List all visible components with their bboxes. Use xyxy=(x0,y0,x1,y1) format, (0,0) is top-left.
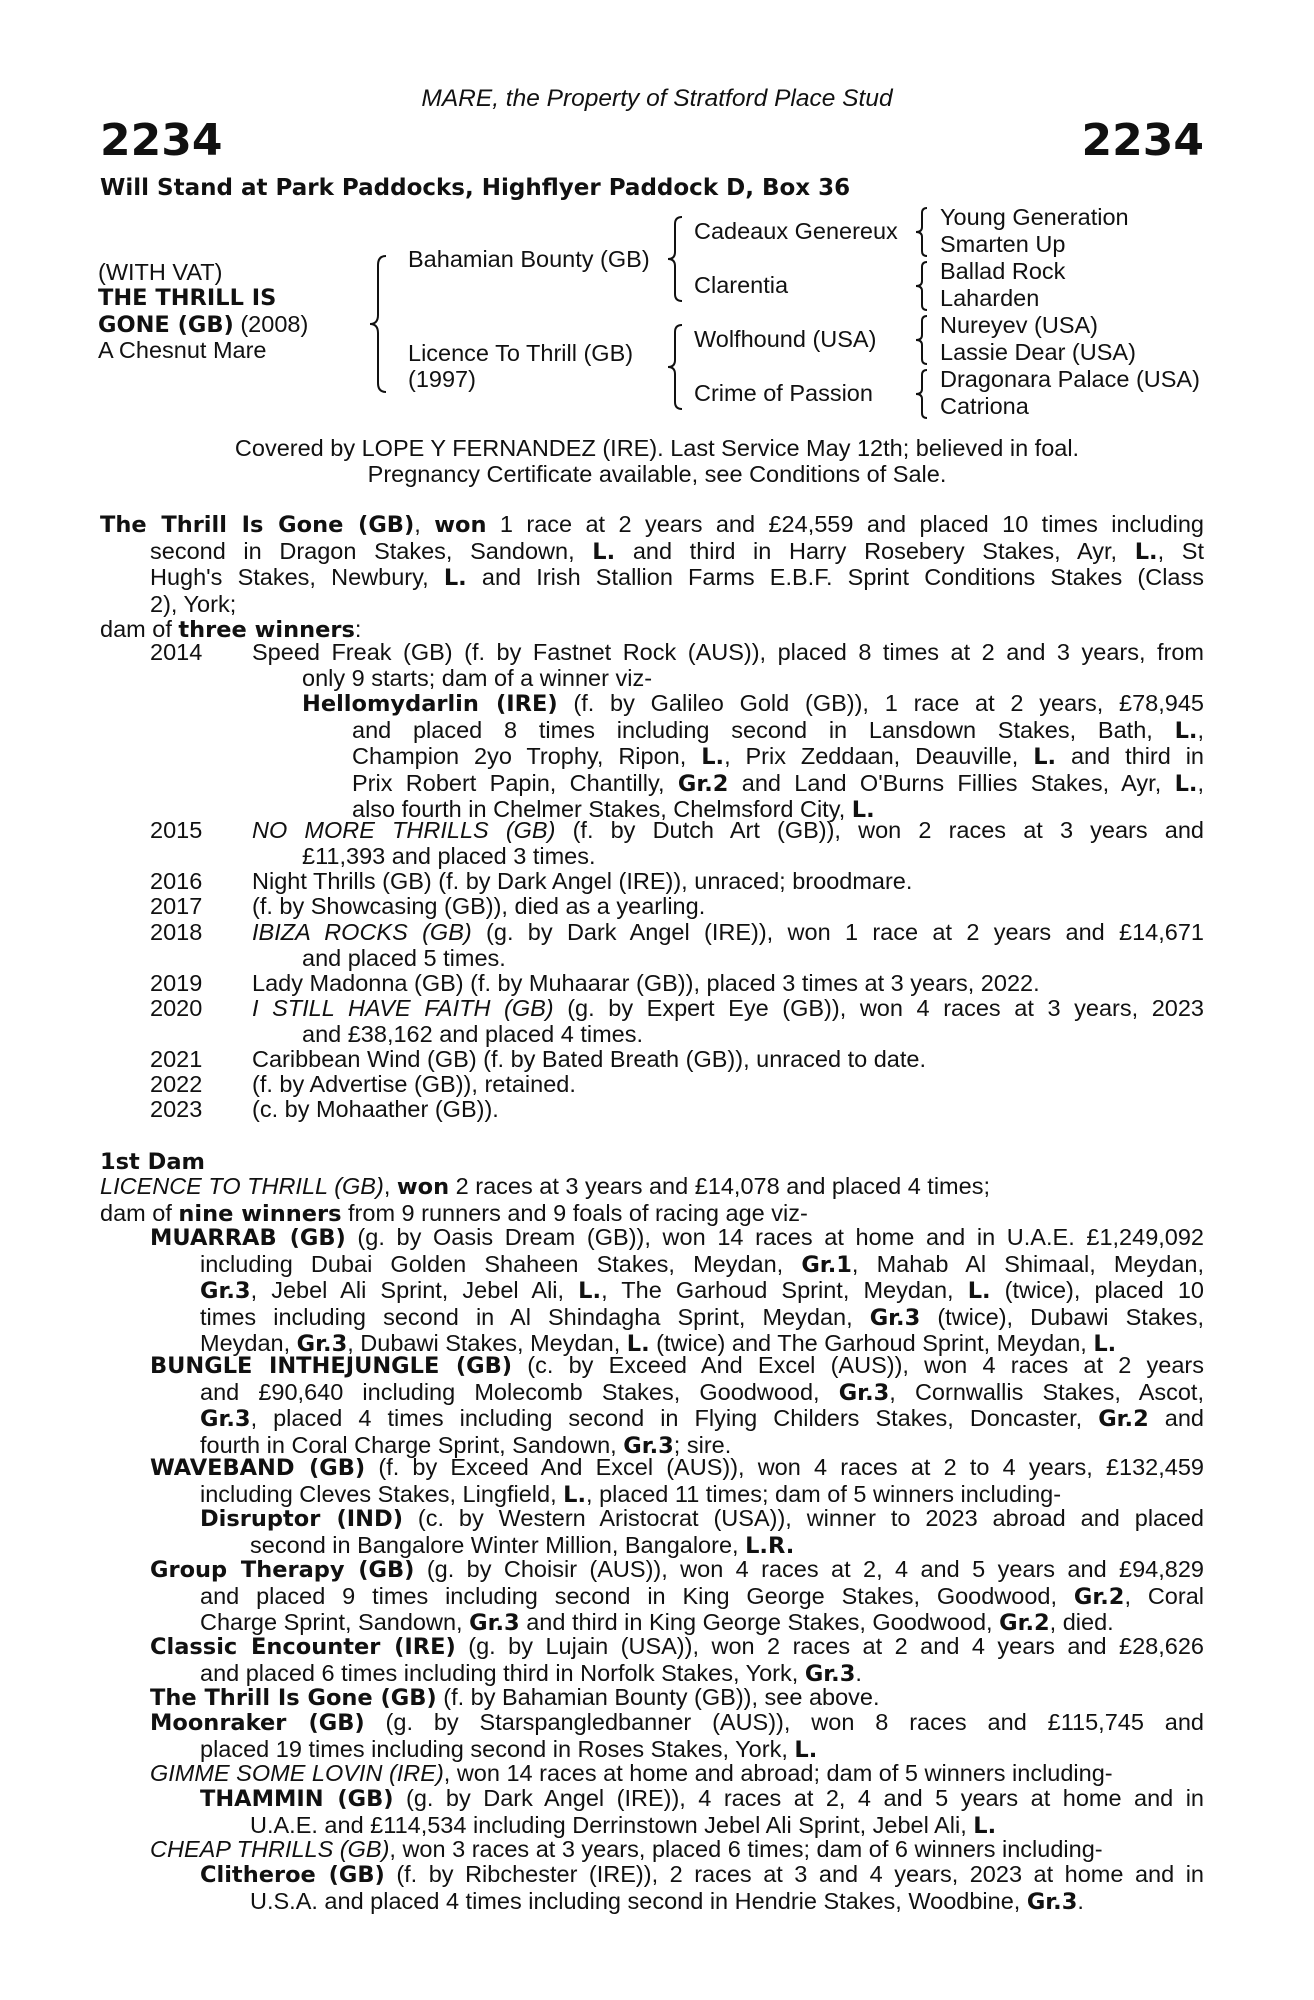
produce-year: 2015 xyxy=(150,817,203,843)
catalogue-heading: MARE, the Property of Stratford Place Stud xyxy=(421,85,893,112)
produce-2020: I STILL HAVE FAITH (GB) (g. by Expert Eye (GB)), won 4 races at 3 years, 2023 and £38,162 and placed 4 times. xyxy=(252,995,1204,1047)
produce-year: 2017 xyxy=(150,893,203,919)
pedigree-brace-g1 xyxy=(913,205,931,259)
produce-year: 2022 xyxy=(150,1071,203,1097)
produce-year: 2023 xyxy=(150,1096,203,1122)
produce-2014: Speed Freak (GB) (f. by Fastnet Rock (AUS)), placed 8 times at 2 and 3 years, from only 9 starts; dam of a winner viz- xyxy=(252,639,1204,691)
pedigree-brace-sire xyxy=(664,214,688,304)
progeny-classic-encounter: Classic Encounter (IRE) (g. by Lujain (USA)), won 2 races at 2 and 4 years and £28,626 and placed 6 times including third in Norfolk Stakes, York, Gr.3. xyxy=(150,1633,1204,1687)
progeny-cheap-thrills: CHEAP THRILLS (GB), won 3 races at 3 years, placed 6 times; dam of 6 winners including- xyxy=(150,1836,1103,1862)
progeny-moonraker: Moonraker (GB) (g. by Starspangledbanner (AUS)), won 8 races and £115,745 and placed 19 times including second in Roses Stakes, York, L. xyxy=(150,1709,1204,1763)
progeny-clitheroe: Clitheroe (GB) (f. by Ribchester (IRE)), 2 races at 3 and 4 years, 2023 at home and in U.S.A. and placed 4 times including second in Hendrie Stakes, Woodbine, Gr.3. xyxy=(200,1861,1204,1915)
progeny-muarrab: MUARRAB (GB) (g. by Oasis Dream (GB)), won 14 races at home and in U.A.E. £1,249,092 including Dubai Golden Shaheen Stakes, Meydan, Gr.1, Mahab Al Shimaal, Meydan, Gr.3, Jebel Ali Sprint, Jebel Ali, L., The Garhoud Sprint, Meydan, L. (twice), placed 10 times including second in Al Shindagha Sprint, Meydan, Gr.3 (twice), Dubawi Stakes, Meydan, Gr.3, Dubawi Stakes, Meydan, L. (twice) and The Garhoud Sprint, Meydan, L. xyxy=(150,1224,1204,1358)
produce-2016: Night Thrills (GB) (f. by Dark Angel (IRE)), unraced; broodmare. xyxy=(252,868,913,894)
progeny-disruptor: Disruptor (IND) (c. by Western Aristocrat (USA)), winner to 2023 abroad and placed second in Bangalore Winter Million, Bangalore, L.R. xyxy=(200,1505,1205,1559)
ancestor-young-generation: Young Generation xyxy=(940,204,1129,230)
horse-name-line2: GONE (GB) (2008) xyxy=(98,311,309,338)
produce-year: 2021 xyxy=(150,1046,203,1072)
pregnancy-note: Pregnancy Certificate available, see Conditions of Sale. xyxy=(367,461,947,487)
mare-summary: The Thrill Is Gone (GB), won 1 race at 2 years and £24,559 and placed 10 times including second in Dragon Stakes, Sandown, L. and third in Harry Rosebery Stakes, Ayr, L., St Hugh's Stakes, Newbury, L. and Irish Stallion Farms E.B.F. Sprint Conditions Stakes (Class 2), York; dam of three winners: xyxy=(100,511,1205,644)
ancestor-laharden: Laharden xyxy=(940,285,1040,311)
ancestor-ballad-rock: Ballad Rock xyxy=(940,258,1066,284)
horse-description: A Chesnut Mare xyxy=(98,337,267,363)
progeny-group-therapy: Group Therapy (GB) (g. by Choisir (AUS)), won 4 races at 2, 4 and 5 years and £94,829 and placed 9 times including second in King George Stakes, Goodwood, Gr.2, Coral Charge Sprint, Sandown, Gr.3 and third in King George Stakes, Goodwood, Gr.2, died. xyxy=(150,1556,1204,1637)
produce-year: 2016 xyxy=(150,868,203,894)
produce-hellomydarlin: Hellomydarlin (IRE) (f. by Galileo Gold (GB)), 1 race at 2 years, £78,945 and placed 8 times including second in Lansdown Stakes, Bath, L., Champion 2yo Trophy, Ripon, L., Prix Zeddaan, Deauville, L. and third in Prix Robert Papin, Chantilly, Gr.2 and Land O'Burns Fillies Stakes, Ayr, L., also fourth in Chelmer Stakes, Chelmsford City, L. xyxy=(302,690,1205,824)
pedigree-brace-g3 xyxy=(913,313,931,367)
horse-name-line1: THE THRILL IS xyxy=(98,285,277,311)
ancestor-nureyev: Nureyev (USA) xyxy=(940,312,1099,338)
produce-2017: (f. by Showcasing (GB)), died as a yearling. xyxy=(252,893,706,919)
dam-sire: Wolfhound (USA) xyxy=(694,326,877,352)
ancestor-smarten-up: Smarten Up xyxy=(940,231,1066,257)
pedigree-brace-main xyxy=(364,253,394,395)
dam-year: (1997) xyxy=(408,366,476,392)
sire-sire: Cadeaux Genereux xyxy=(694,218,898,244)
lot-number-left: 2234 xyxy=(100,115,223,166)
progeny-waveband: WAVEBAND (GB) (f. by Exceed And Excel (AUS)), won 4 races at 2 to 4 years, £132,459 including Cleves Stakes, Lingfield, L., placed 11 times; dam of 5 winners including- xyxy=(150,1454,1204,1508)
ancestor-dragonara-palace: Dragonara Palace (USA) xyxy=(940,366,1200,392)
produce-year: 2020 xyxy=(150,995,203,1021)
covered-note: Covered by LOPE Y FERNANDEZ (IRE). Last Service May 12th; believed in foal. xyxy=(234,435,1080,461)
produce-year: 2019 xyxy=(150,970,203,996)
vat-note: (WITH VAT) xyxy=(98,259,223,285)
produce-year: 2014 xyxy=(150,639,203,665)
sire: Bahamian Bounty (GB) xyxy=(408,246,650,272)
produce-year: 2018 xyxy=(150,919,203,945)
produce-2015: NO MORE THRILLS (GB) (f. by Dutch Art (GB)), won 2 races at 3 years and £11,393 and placed 3 times. xyxy=(252,817,1204,869)
pedigree-brace-g4 xyxy=(913,367,931,421)
dam-dam: Crime of Passion xyxy=(694,380,873,406)
section-heading-1st-dam: 1st Dam xyxy=(100,1149,205,1175)
dam-of-winners: dam of three winners: xyxy=(100,616,362,644)
ancestor-catriona: Catriona xyxy=(940,393,1029,419)
produce-2019: Lady Madonna (GB) (f. by Muhaarar (GB)), placed 3 times at 3 years, 2022. xyxy=(252,970,1040,996)
dam: Licence To Thrill (GB) xyxy=(408,340,634,366)
ancestor-lassie-dear: Lassie Dear (USA) xyxy=(940,339,1136,365)
progeny-bungle-inthejungle: BUNGLE INTHEJUNGLE (GB) (c. by Exceed And Excel (AUS)), won 4 races at 2 years and £90,640 including Molecomb Stakes, Goodwood, Gr.3, Cornwallis Stakes, Ascot, Gr.3, placed 4 times including second in Flying Childers Stakes, Doncaster, Gr.2 and fourth in Coral Charge Sprint, Sandown, Gr.3; sire. xyxy=(150,1352,1204,1459)
produce-2022: (f. by Advertise (GB)), retained. xyxy=(252,1071,576,1097)
stand-location: Will Stand at Park Paddocks, Highflyer Paddock D, Box 36 xyxy=(100,175,851,201)
produce-2018: IBIZA ROCKS (GB) (g. by Dark Angel (IRE)), won 1 race at 2 years and £14,671 and placed 5 times. xyxy=(252,919,1204,971)
lot-number-right: 2234 xyxy=(1081,115,1204,166)
pedigree-brace-g2 xyxy=(913,259,931,313)
progeny-gimme-some-lovin: GIMME SOME LOVIN (IRE), won 14 races at home and abroad; dam of 5 winners including- xyxy=(150,1760,1113,1786)
produce-2021: Caribbean Wind (GB) (f. by Bated Breath (GB)), unraced to date. xyxy=(252,1046,926,1072)
first-dam-summary: LICENCE TO THRILL (GB), won 2 races at 3 years and £14,078 and placed 4 times; dam of nine winners from 9 runners and 9 foals of racing age viz- xyxy=(100,1173,990,1227)
sire-dam: Clarentia xyxy=(694,272,789,298)
progeny-thammin: THAMMIN (GB) (g. by Dark Angel (IRE)), 4 races at 2, 4 and 5 years at home and in U.A.E. and £114,534 including Derrinstown Jebel Ali Sprint, Jebel Ali, L. xyxy=(200,1785,1204,1839)
produce-2023: (c. by Mohaather (GB)). xyxy=(252,1096,499,1122)
progeny-the-thrill-is-gone: The Thrill Is Gone (GB) (f. by Bahamian Bounty (GB)), see above. xyxy=(150,1684,880,1711)
pedigree-brace-dam xyxy=(664,322,688,412)
